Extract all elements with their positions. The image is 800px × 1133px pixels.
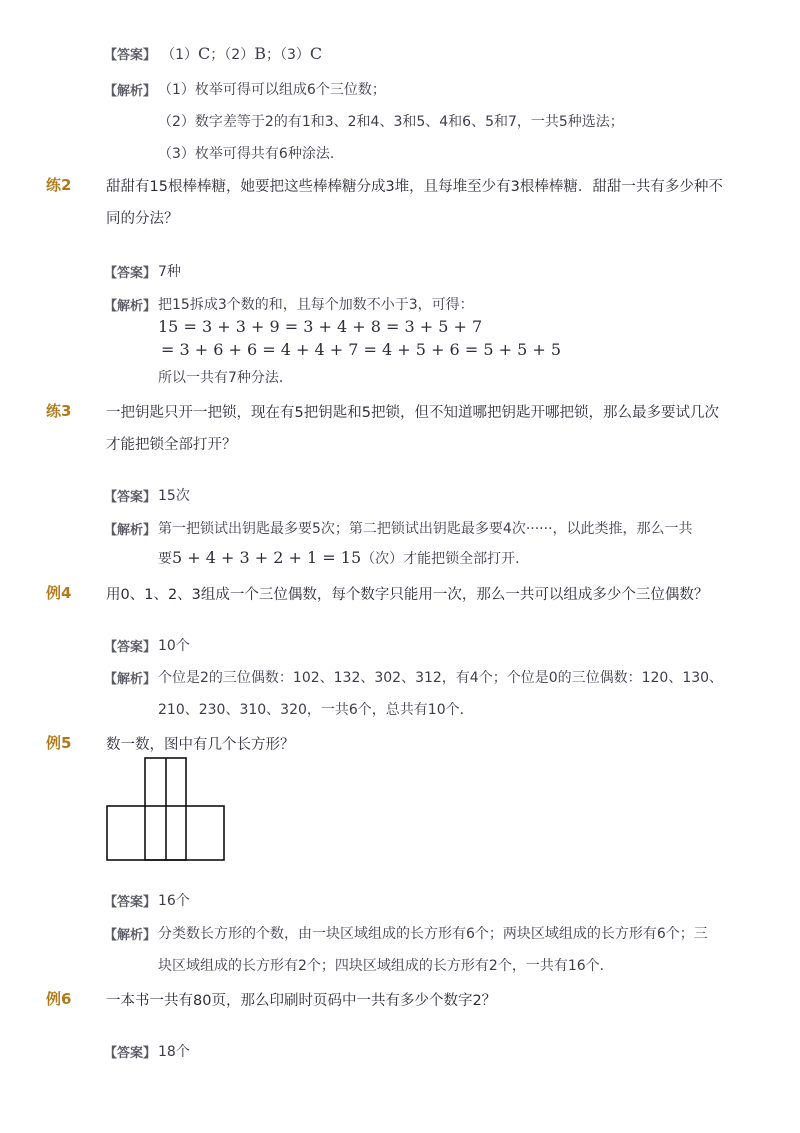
answer-tag: 【答案】 xyxy=(104,895,157,910)
answer-part3-value: C xyxy=(309,44,323,63)
answer-value: 7种 xyxy=(158,264,181,280)
answer-part3-prefix: ；（3） xyxy=(265,47,310,63)
analysis-line-2 xyxy=(158,548,529,568)
answer-tag: 【答案】 xyxy=(104,490,157,505)
math-equation-line-2: = 3 + 6 + 6 = 4 + 4 + 7 = 4 + 5 + 6 = 5 + 5 + 5 xyxy=(161,340,562,359)
question-text: 数一数，图中有几个长方形？ xyxy=(106,737,295,753)
question-text: 用0、1、2、3组成一个三位偶数，每个数字只能用一次，那么一共可以组成多少个三位偶数？ xyxy=(106,587,709,603)
analysis-line-3: （3）枚举可得共有6种涂法． xyxy=(158,146,344,162)
answer-part1-prefix: （1） xyxy=(161,47,199,63)
question-text-line-1: 一把钥匙只开一把锁，现在有5把钥匙和5把锁，但不知道哪把钥匙开哪把锁，那么最多要试几次 xyxy=(106,405,719,421)
analysis-line-1: 第一把锁试出钥匙最多要5次；第二把锁试出钥匙最多要4次······，以此类推，那么一共 xyxy=(158,521,693,537)
question-label-lian3: 练3 xyxy=(46,402,72,420)
answer-part1-value: C xyxy=(198,44,211,63)
answer-tag: 【答案】 xyxy=(104,266,157,281)
question-label-li6: 例6 xyxy=(46,990,72,1008)
analysis-line-1: 把15拆成3个数的和，且每个加数不小于3，可得： xyxy=(158,297,474,313)
answer-tag: 【答案】 xyxy=(104,640,157,655)
answer-value: 18个 xyxy=(158,1044,190,1060)
analysis-line-1: （1）枚举可得可以组成6个三位数； xyxy=(158,82,386,98)
answer-value: 15次 xyxy=(158,488,190,504)
analysis-tag: 【解析】 xyxy=(104,299,157,314)
question-label-li4: 例4 xyxy=(46,584,72,602)
answer-tag: 【答案】 xyxy=(104,1046,157,1061)
analysis-tag: 【解析】 xyxy=(104,672,157,687)
analysis-tag: 【解析】 xyxy=(104,523,157,538)
analysis-prefix: 要 xyxy=(158,551,172,567)
answer-tag: 【答案】 xyxy=(104,48,157,63)
analysis-tag: 【解析】 xyxy=(104,84,157,99)
analysis-tag: 【解析】 xyxy=(104,928,157,943)
question-text-line-2: 才能把锁全部打开？ xyxy=(106,437,237,453)
rectangle-figure xyxy=(100,754,230,866)
answer-value: 16个 xyxy=(158,893,190,909)
question-text-line-2: 同的分法？ xyxy=(106,211,179,227)
answer-part2-value: B xyxy=(254,44,266,63)
question-text-line-1: 甜甜有15根棒棒糖，她要把这些棒棒糖分成3堆，且每堆至少有3根棒棒糖．甜甜一共有多少种不 xyxy=(106,179,723,195)
question-label-lian2: 练2 xyxy=(46,176,72,194)
question-label-li5: 例5 xyxy=(46,734,72,752)
analysis-line-2: 210、230、310、320，一共6个，总共有10个． xyxy=(158,702,474,718)
analysis-line-2: 所以一共有7种分法． xyxy=(158,370,293,386)
analysis-line-1: 分类数长方形的个数，由一块区域组成的长方形有6个；两块区域组成的长方形有6个；三 xyxy=(158,926,708,942)
question-text: 一本书一共有80页，那么印刷时页码中一共有多少个数字2？ xyxy=(106,993,497,1009)
analysis-line-2: 块区域组成的长方形有2个；四块区域组成的长方形有2个，一共有16个． xyxy=(158,958,614,974)
analysis-line-2: （2）数字差等于2的有1和3、2和4、3和5、4和6、5和7，一共5种选法； xyxy=(158,114,624,130)
math-expression: 5 + 4 + 3 + 2 + 1 = 15 xyxy=(172,548,362,567)
block1-answer-row xyxy=(104,44,322,64)
analysis-line-1: 个位是2的三位偶数：102、132、302、312，有4个；个位是0的三位偶数：120、130、 xyxy=(158,670,724,686)
answer-part2-prefix: ；（2） xyxy=(210,47,255,63)
answer-value: 10个 xyxy=(158,638,190,654)
analysis-suffix: （次）才能把锁全部打开． xyxy=(361,551,530,567)
math-equation-line-1: 15 = 3 + 3 + 9 = 3 + 4 + 8 = 3 + 5 + 7 xyxy=(158,317,483,336)
